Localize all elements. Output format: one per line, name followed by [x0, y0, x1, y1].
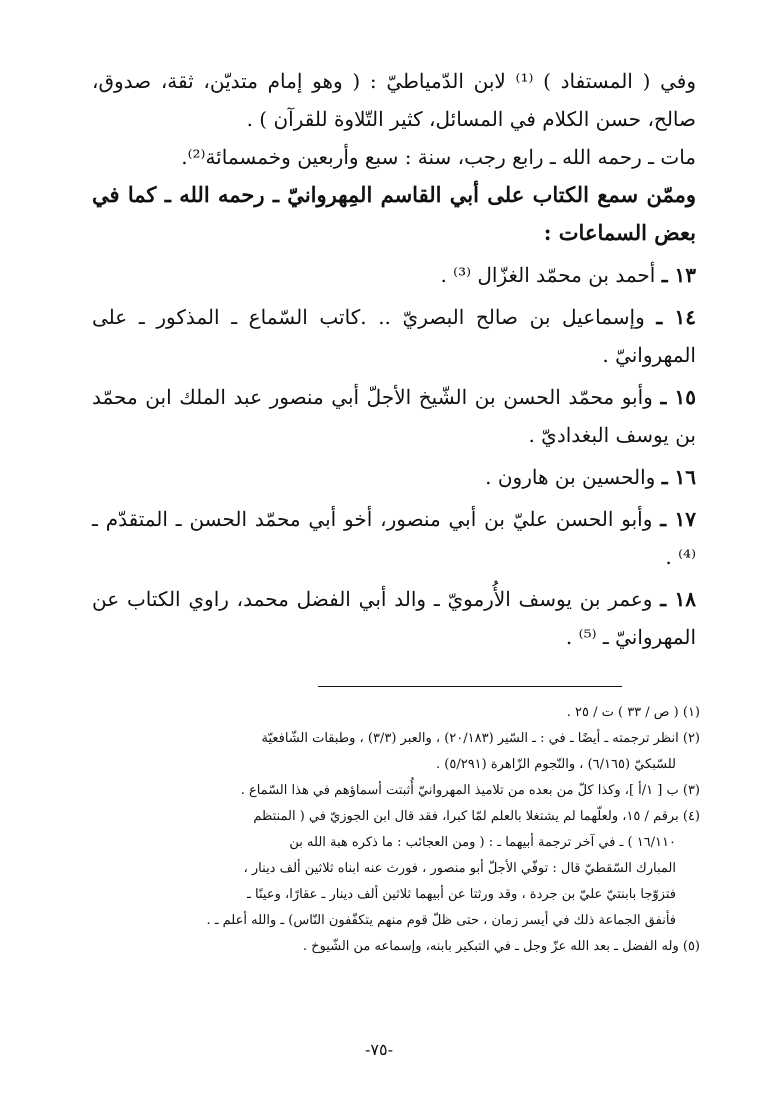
footnotes	[88, 700, 700, 960]
footnote-4-cont: المبارك السّقطيّ قال : توفّي الأجلّ أبو منصور ، فورث عنه ابناه ثلاثين ألف دينار ،	[243, 861, 676, 876]
item-text: والحسين بن هارون .	[485, 465, 656, 489]
item-number: ١٥ ـ	[660, 385, 697, 409]
list-item	[92, 378, 696, 454]
item-number: ١٧ ـ	[660, 507, 696, 531]
item-number: ١٤ ـ	[656, 305, 697, 329]
footnote-4: (٤) برقم / ١٥، ولعلّهما لم يشتغلا بالعلم لمّا كبرا، فقد قال ابن الجوزيّ في ( المنتظم	[253, 809, 700, 824]
footnote-4-cont: فأنفق الجماعة ذلك في أيسر زمان ، حتى ظلّ قوم منهم يتكفّفون النّاس) ـ والله أعلم ـ .	[206, 913, 676, 928]
page-number: -٧٥-	[365, 1040, 393, 1059]
footnote-5: (٥) وله الفضل ـ بعد الله عزّ وجل ـ في التبكير بابنه، وإسماعه من الشّيوخ .	[302, 939, 700, 954]
item-text: وإسماعيل بن صالح البصريّ .. .كاتب السّماع ـ المذكور ـ على المهروانيّ .	[92, 305, 696, 367]
list-item	[92, 256, 696, 294]
item-number: ١٦ ـ	[661, 465, 696, 489]
paragraph-death-date: مات ـ رحمه الله ـ رابع رجب، سنة : سبع وأربعين وخمسمائة⁽²⁾.	[181, 145, 696, 169]
list-item	[92, 580, 696, 656]
item-text: وأبو الحسن عليّ بن أبي منصور، أخو أبي محمّد الحسن ـ المتقدّم ـ ⁽⁴⁾ .	[92, 507, 696, 569]
footnote-2-cont: للسّبكيّ (٦/١٦٥) ، والنّجوم الزّاهرة (٥/٢٩١) .	[436, 757, 676, 772]
item-text: وعمر بن يوسف الأُرمويّ ـ والد أبي الفضل محمد، راوي الكتاب عن المهروانيّ ـ ⁽⁵⁾ .	[92, 587, 696, 649]
item-number: ١٣ ـ	[661, 263, 696, 287]
item-text: أحمد بن محمّد الغزّال ⁽³⁾ .	[440, 263, 656, 287]
paragraph-mustafad: وفي ( المستفاد ) ⁽¹⁾ لابن الدّمياطيّ : ( وهو إمام متديّن، ثقة، صدوق، صالح، حسن الكلام في المسائل، كثير التّلاوة للقرآن ) .	[92, 69, 696, 131]
item-number: ١٨ ـ	[660, 587, 696, 611]
section-heading: وممّن سمع الكتاب على أبي القاسم المِهروانيّ ـ رحمه الله ـ كما في بعض السماعات :	[92, 182, 696, 245]
footnote-divider	[318, 686, 622, 687]
list-item	[92, 500, 696, 576]
list-item	[92, 458, 696, 496]
footnote-1: (١) ( ص / ٣٣ ) ت / ٢٥ .	[566, 705, 700, 720]
item-text: وأبو محمّد الحسن بن الشّيخ الأجلّ أبي منصور عبد الملك ابن محمّد بن يوسف البغداديّ .	[92, 385, 696, 447]
footnote-4-cont: فتزوّجا بابنتيّ عليّ بن جردة ، وقد ورثتا عن أبيهما ثلاثين ألف دينار ـ عقارًا، وعينًا ـ	[247, 887, 676, 902]
main-text	[92, 62, 696, 656]
footnote-3: (٣) ب [ ١/أ ]، وكذا كلّ من بعده من تلاميذ المهروانيّ أُثبتت أسماؤهم في هذا السّماع .	[240, 783, 700, 798]
list-item	[92, 298, 696, 374]
footnote-2: (٢) انظر ترجمته ـ أيضًا ـ في : ـ السّير (٢٠/١٨٣) ، والعبر (٣/٣) ، وطبقات الشّافعيّة	[261, 731, 700, 746]
footnote-4-cont: ١٦/١١٠ ) ـ في آخر ترجمة أبيهما ـ : ( ومن العجائب : ما ذكره هبة الله بن	[289, 835, 676, 850]
